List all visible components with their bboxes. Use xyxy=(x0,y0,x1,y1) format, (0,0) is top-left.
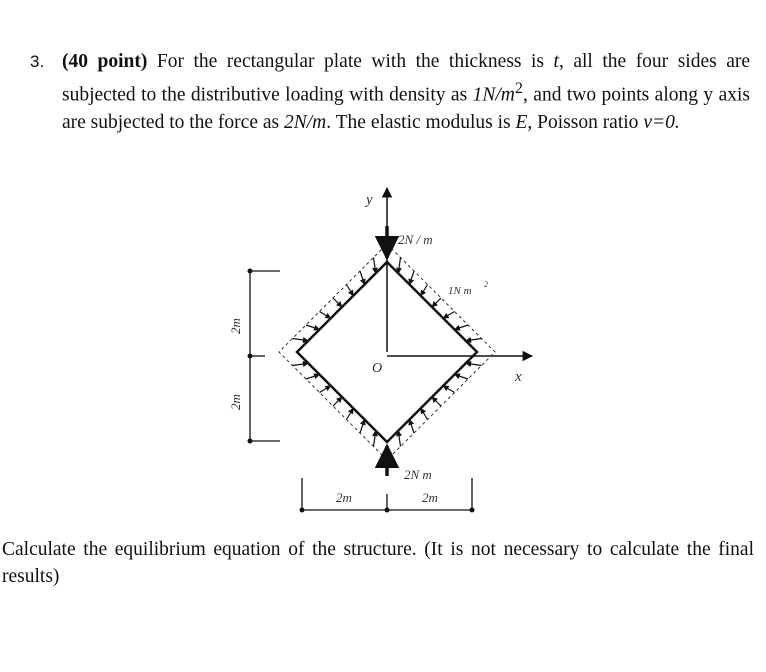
bottom-dim-dot-mid xyxy=(385,508,390,513)
bottom-dim-label-right: 2m xyxy=(422,490,438,505)
load-arrow xyxy=(455,325,469,330)
thickness-var: t xyxy=(553,51,559,72)
load-arrow xyxy=(347,285,354,296)
left-dim-dot-mid xyxy=(248,354,253,359)
bottom-dim-dot-right xyxy=(470,508,475,513)
bottom-dim-dot-left xyxy=(300,508,305,513)
dist-load-label: 1N m xyxy=(448,285,472,297)
origin-label: O xyxy=(372,361,383,376)
dist-load-exponent: 2 xyxy=(484,280,488,289)
load-arrow xyxy=(398,431,400,447)
bottom-dimension xyxy=(302,478,472,510)
x-axis-label: x xyxy=(515,369,522,385)
left-dimension xyxy=(250,271,280,441)
bottom-force-label: 2N m xyxy=(404,467,432,482)
question-text: Calculate the equilibrium equation of the structure. (It is not necessary to calculate the final results) xyxy=(2,539,754,587)
problem-text: , Poisson ratio xyxy=(527,111,644,133)
load-arrow xyxy=(320,386,331,393)
left-dim-dot-top xyxy=(248,269,253,274)
load-arrow xyxy=(360,420,365,434)
load-arrow xyxy=(374,258,376,274)
load-arrow xyxy=(443,386,454,393)
problem-points: (40 point) xyxy=(62,51,148,72)
load-arrow xyxy=(293,363,309,365)
load-arrow xyxy=(455,375,469,380)
left-dim-label-bottom: 2m xyxy=(228,394,243,410)
problem-number: 3. xyxy=(30,52,45,71)
load-arrow xyxy=(421,408,428,419)
load-arrow xyxy=(443,312,454,319)
load-arrow xyxy=(410,420,415,434)
left-dim-label-top: 2m xyxy=(228,318,243,334)
problem-text: , all the four sides are subjected to the distributive loading with density as xyxy=(62,51,751,106)
load-arrow xyxy=(306,325,320,330)
load-arrow xyxy=(410,271,415,285)
load-arrow xyxy=(374,431,376,447)
load-arrow xyxy=(360,271,365,285)
load-density: 1N/m xyxy=(472,84,515,106)
load-arrow xyxy=(398,258,400,274)
bottom-dim-label-left: 2m xyxy=(336,490,352,505)
load-arrow xyxy=(421,285,428,296)
elastic-modulus: E xyxy=(515,111,528,133)
load-arrow xyxy=(333,397,342,406)
problem-text: . The elastic modulus is xyxy=(326,111,516,133)
load-arrow xyxy=(306,375,320,380)
load-arrow xyxy=(347,408,354,419)
load-arrow xyxy=(320,312,331,319)
load-arrow xyxy=(432,397,441,406)
load-arrow xyxy=(293,339,309,341)
point-force: 2N/m xyxy=(283,111,327,133)
y-axis-label: y xyxy=(366,192,373,208)
top-force-label: 2N / m xyxy=(398,232,433,247)
load-arrow xyxy=(432,298,441,307)
problem-text: , and two points along y axis are subjected to the force as xyxy=(62,84,750,133)
poisson-ratio: ν=0. xyxy=(643,111,680,133)
load-arrow xyxy=(466,363,482,365)
left-dim-dot-bottom xyxy=(248,439,253,444)
load-arrow xyxy=(466,339,482,341)
load-arrow xyxy=(333,298,342,307)
load-density-exponent: 2 xyxy=(514,79,523,97)
problem-text: For the rectangular plate with the thickness is xyxy=(147,51,554,72)
